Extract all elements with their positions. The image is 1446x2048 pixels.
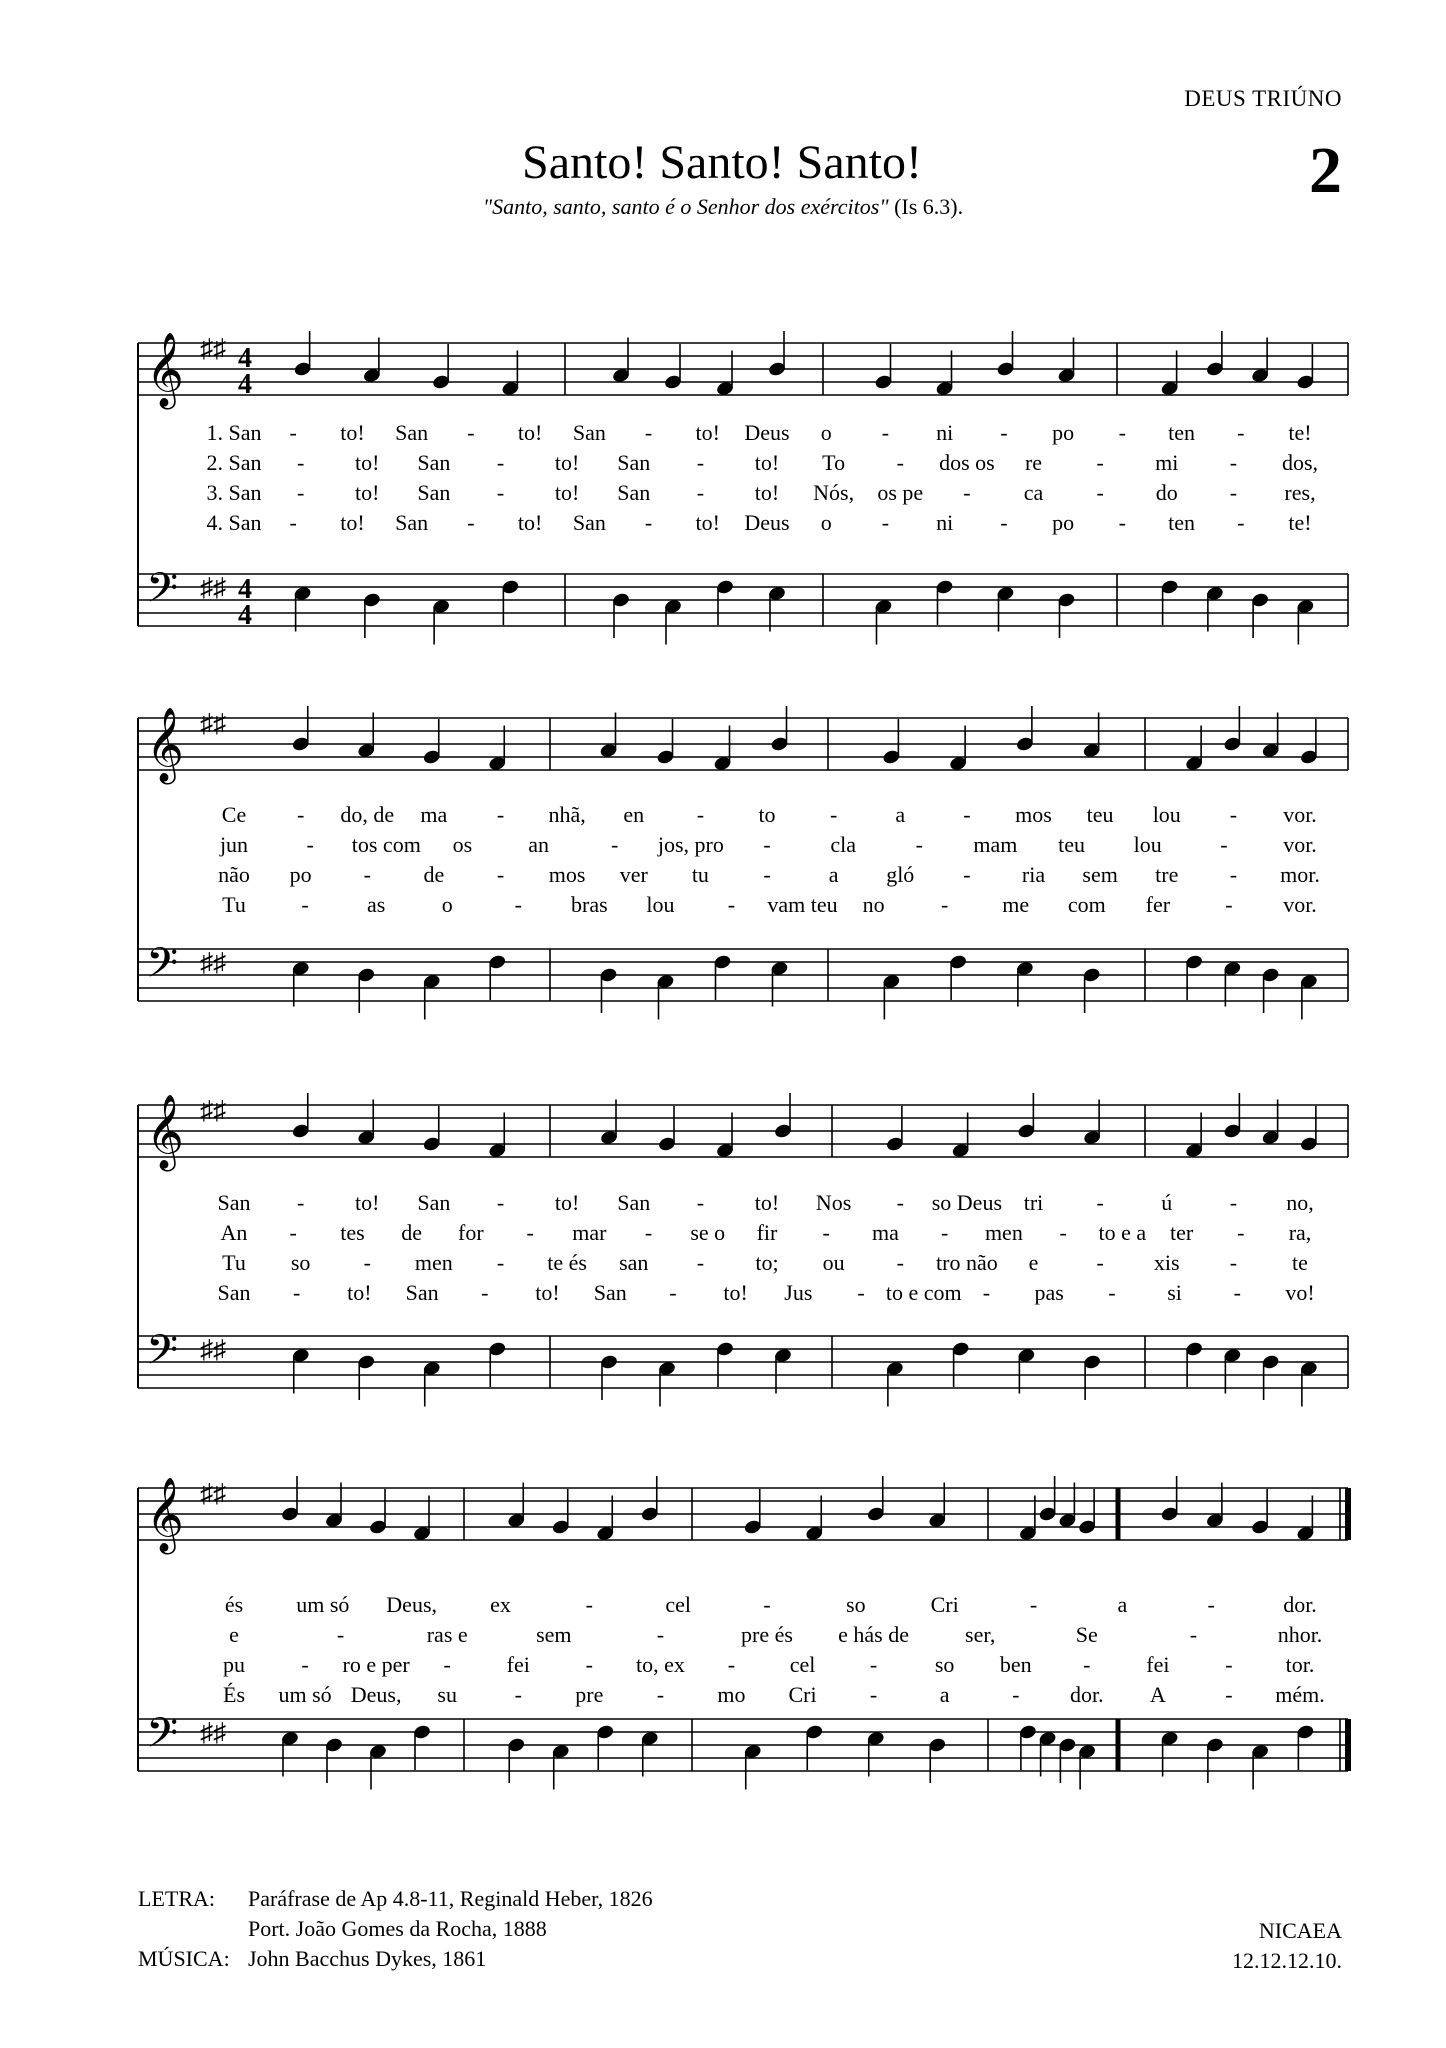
lyric-syllable: te! (1288, 510, 1312, 535)
lyric-syllable: - (296, 1190, 305, 1215)
lyric-syllable: tu (691, 862, 709, 887)
lyric-syllable: - (611, 832, 619, 857)
lyric-syllable: as (366, 892, 386, 917)
lyric-syllable: ma (871, 1220, 899, 1245)
lyric-syllable: ro e per (342, 1652, 410, 1677)
lyric-syllable: um só (296, 1592, 350, 1617)
lyric-syllable: - (869, 1652, 878, 1677)
lyric-syllable: mos (548, 862, 586, 887)
lyric-syllable: pre (575, 1682, 604, 1707)
lyric-syllable: - (1237, 510, 1245, 535)
lyric-syllable: - (296, 450, 305, 475)
lyric-syllable: tro não (936, 1250, 998, 1275)
hymn-number: 2 (1309, 134, 1342, 207)
lyric-syllable: - (1189, 1622, 1198, 1647)
lyric-syllable: o (820, 420, 832, 445)
lyric-syllable: to! (355, 450, 380, 475)
lyric-syllable: vam teu (767, 892, 838, 917)
lyric-syllable: Jus (784, 1280, 813, 1305)
sharp-icon: ♯♯ (200, 1335, 226, 1364)
lyric-syllable: - (1096, 480, 1104, 505)
lyric-syllable: Deus, (386, 1592, 438, 1617)
lyric-syllable: to! (754, 480, 780, 505)
lyric-syllable: - (1225, 1682, 1233, 1707)
lyric-syllable: - (585, 1652, 593, 1677)
lyric-syllable: ver (619, 862, 648, 887)
lyric-syllable: - (496, 862, 505, 887)
lyric-syllable: 2. San (206, 450, 262, 475)
lyric-syllable: San (417, 1190, 451, 1215)
lyric-syllable: - (727, 1652, 736, 1677)
lyric-syllable: - (941, 892, 949, 917)
lyric-syllable: - (1059, 1220, 1067, 1245)
time-signature: 4 (238, 369, 252, 400)
lyric-syllable: nhor. (1277, 1622, 1323, 1647)
lyric-syllable: Se (1075, 1622, 1098, 1647)
lyric-syllable: - (1220, 832, 1228, 857)
section-label: DEUS TRIÚNO (1184, 86, 1342, 111)
bass-clef-icon: 𝄢 (146, 564, 179, 622)
lyric-syllable: - (1237, 1220, 1245, 1245)
lyric-syllable: pre és (741, 1622, 793, 1647)
lyric-syllable: San (572, 510, 606, 535)
lyric-syllable: re (1024, 450, 1043, 475)
lyric-syllable: San (405, 1280, 439, 1305)
lyric-syllable: um só (278, 1682, 332, 1707)
lyric-syllable: to! (347, 1280, 372, 1305)
lyric-syllable: pas (1034, 1280, 1064, 1305)
lyric-syllable: dos, (1281, 450, 1319, 475)
lyric-syllable: - (296, 480, 305, 505)
lyric-syllable: - (644, 1220, 653, 1245)
lyric-syllable: mo (717, 1682, 746, 1707)
lyric-syllable: e hás de (838, 1622, 910, 1647)
time-signature: 4 (238, 574, 252, 605)
lyric-syllable: ex (490, 1592, 511, 1617)
lyric-syllable: - (696, 1190, 705, 1215)
lyric-syllable: És (223, 1682, 245, 1707)
lyric-syllable: mi (1155, 450, 1179, 475)
lyric-syllable: - (1083, 1652, 1091, 1677)
lyric-syllable: - (857, 1280, 865, 1305)
lyric-syllable: to! (355, 480, 380, 505)
lyric-syllable: - (585, 1592, 593, 1617)
lyric-syllable: a (828, 862, 839, 887)
lyric-syllable: - (1029, 1592, 1038, 1617)
sharp-icon: ♯♯ (200, 573, 226, 602)
lyric-syllable: - (881, 420, 890, 445)
lyric-syllable: - (467, 510, 475, 535)
lyric-syllable: to! (340, 510, 365, 535)
lyric-syllable: Cri (930, 1592, 959, 1617)
lyric-syllable: - (896, 1250, 904, 1275)
lyric-syllable: a (895, 802, 906, 827)
lyric-syllable: ma (420, 802, 448, 827)
sharp-icon: ♯♯ (200, 948, 226, 977)
lyric-syllable: fir (756, 1220, 778, 1245)
lyric-syllable: to! (535, 1280, 560, 1305)
lyric-syllable: to! (754, 1190, 780, 1215)
lyric-syllable: - (526, 1220, 534, 1245)
lyric-syllable: San (593, 1280, 627, 1305)
lyric-syllable: - (656, 1622, 665, 1647)
lyric-syllable: - (514, 892, 522, 917)
lyric-syllable: 4. San (206, 510, 262, 535)
letra-line-1: Paráfrase de Ap 4.8-11, Reginald Heber, 1826 (248, 1886, 653, 1911)
lyric-syllable: so Deus (931, 1190, 1003, 1215)
tune-name: NICAEA (1258, 1918, 1342, 1943)
lyric-syllable: - (301, 892, 309, 917)
bass-clef-icon: 𝄢 (146, 939, 179, 997)
lyric-syllable: men (984, 1220, 1023, 1245)
lyric-syllable: San (217, 1280, 251, 1305)
lyric-syllable: dor. (1069, 1682, 1104, 1707)
lyric-syllable: Deus, (350, 1682, 402, 1707)
lyric-syllable: San (617, 1190, 651, 1215)
lyric-syllable: xis (1153, 1250, 1180, 1275)
lyric-syllable: ria (1021, 862, 1046, 887)
lyric-syllable: gló (886, 862, 915, 887)
sharp-icon: ♯♯ (200, 1479, 226, 1508)
treble-clef-icon: 𝄞 (146, 333, 184, 407)
lyric-syllable: fei (1146, 1652, 1170, 1677)
lyric-syllable: - (1233, 1280, 1241, 1305)
hymn-title-text: Santo! Santo! Santo! (522, 136, 922, 189)
tune-info (1232, 1916, 1342, 1976)
lyric-syllable: - (644, 510, 653, 535)
lyric-syllable: an (528, 832, 549, 857)
lyric-syllable: mos (1015, 802, 1052, 827)
lyric-syllable: - (496, 480, 505, 505)
lyric-syllable: - (1096, 1250, 1104, 1275)
lyric-syllable: dos os (939, 450, 995, 475)
lyric-syllable: - (669, 1280, 677, 1305)
lyric-syllable: te (1292, 1250, 1308, 1275)
lyric-syllable: ra, (1288, 1220, 1312, 1245)
lyric-syllable: - (1229, 1250, 1238, 1275)
lyric-syllable: o (441, 892, 453, 917)
lyric-syllable: - (293, 1280, 301, 1305)
lyric-syllable: fei (506, 1652, 530, 1677)
lyric-syllable: vor. (1283, 802, 1317, 827)
lyric-syllable: - (363, 1250, 371, 1275)
lyric-syllable: a (1117, 1592, 1128, 1617)
lyric-syllable: to e a (1098, 1220, 1147, 1245)
lyric-syllable: no (862, 892, 885, 917)
lyric-syllable: - (727, 892, 736, 917)
lyric-syllable: San (395, 420, 429, 445)
lyric-syllable: - (1225, 1652, 1233, 1677)
lyric-syllable: ten (1168, 420, 1196, 445)
lyric-syllable: to (758, 802, 776, 827)
lyric-syllable: - (496, 450, 505, 475)
lyric-syllable: - (869, 1682, 878, 1707)
lyric-syllable: te! (1288, 420, 1312, 445)
lyric-syllable: sem (1082, 862, 1118, 887)
lyric-syllable: po (1052, 420, 1075, 445)
lyric-syllable: - (363, 862, 371, 887)
lyric-syllable: nhã, (548, 802, 586, 827)
lyric-syllable: - (467, 420, 475, 445)
credits (138, 1884, 653, 1974)
lyric-syllable: sem (536, 1622, 572, 1647)
treble-clef-icon: 𝄞 (146, 1095, 184, 1169)
lyric-syllable: - (496, 802, 505, 827)
lyric-syllable: - (1012, 1682, 1020, 1707)
lyric-syllable: so (846, 1592, 866, 1617)
lyric-syllable: a (939, 1682, 950, 1707)
lyric-syllable: for (458, 1220, 484, 1245)
bass-clef-icon: 𝄢 (146, 1326, 179, 1384)
treble-clef-icon: 𝄞 (146, 1478, 184, 1552)
sharp-icon: ♯♯ (200, 1096, 226, 1125)
lyric-syllable: se o (690, 1220, 726, 1245)
lyric-syllable: ben (999, 1652, 1032, 1677)
lyric-syllable: en (623, 802, 645, 827)
lyric-syllable: - (1207, 1592, 1215, 1617)
lyric-syllable: si (1167, 1280, 1182, 1305)
lyric-syllable: - (1096, 1190, 1104, 1215)
time-signature: 4 (238, 343, 252, 374)
lyric-syllable: - (306, 832, 314, 857)
lyric-syllable: tor. (1285, 1652, 1315, 1677)
epigraph-reference: (Is 6.3). (894, 194, 964, 219)
sharp-icon: ♯♯ (200, 1718, 226, 1747)
lyric-syllable: mém. (1275, 1682, 1325, 1707)
lyric-syllable: ni (936, 420, 954, 445)
lyric-syllable: teu (1058, 832, 1086, 857)
lyric-syllable: San (617, 450, 651, 475)
lyric-syllable: de (401, 1220, 423, 1245)
musica-label: MÚSICA: (138, 1946, 230, 1971)
lyric-syllable: to! (695, 420, 721, 445)
lyric-syllable: to! (554, 480, 580, 505)
lyric-syllable: Tu (222, 892, 246, 917)
lyric-syllable: - (1229, 480, 1238, 505)
lyric-syllable: San (217, 1190, 251, 1215)
lyric-syllable: com (1067, 892, 1106, 917)
lyric-syllable: men (414, 1250, 453, 1275)
lyric-syllable: San (395, 510, 429, 535)
lyric-syllable: - (496, 1250, 505, 1275)
lyric-syllable: lou (1133, 832, 1162, 857)
lyric-syllable: - (1000, 420, 1008, 445)
lyric-syllable: - (1229, 862, 1238, 887)
lyric-syllable: - (963, 862, 971, 887)
lyric-syllable: to e com (885, 1280, 962, 1305)
lyric-syllable: tri (1023, 1190, 1044, 1215)
lyric-syllable: - (696, 480, 705, 505)
lyric-syllable: tre (1155, 862, 1179, 887)
lyric-syllable: ter (1169, 1220, 1194, 1245)
lyric-syllable: to! (695, 510, 721, 535)
lyric-syllable: - (829, 802, 838, 827)
lyric-syllable: - (696, 450, 705, 475)
treble-clef-icon: 𝄞 (146, 708, 184, 782)
lyric-syllable: to! (517, 510, 543, 535)
lyric-syllable: - (763, 832, 771, 857)
lyric-syllable: do, de (340, 802, 395, 827)
lyric-syllable: to! (554, 1190, 580, 1215)
lyric-syllable: - (296, 802, 305, 827)
lyric-syllable: - (982, 1280, 991, 1305)
lyric-syllable: ser, (965, 1622, 996, 1647)
lyric-syllable: san (619, 1250, 649, 1275)
lyric-syllable: ca (1023, 480, 1044, 505)
lyric-syllable: Cri (788, 1682, 817, 1707)
lyric-syllable: - (289, 510, 297, 535)
lyric-syllable: - (1237, 420, 1245, 445)
lyric-syllable: lou (1152, 802, 1181, 827)
lyric-syllable: tos com (351, 832, 421, 857)
lyric-syllable: - (1229, 802, 1238, 827)
lyric-syllable: - (301, 1652, 309, 1677)
lyric-syllable: o (820, 510, 832, 535)
lyric-syllable: - (289, 1220, 297, 1245)
lyric-syllable: ú (1161, 1190, 1173, 1215)
lyric-syllable: jun (219, 832, 249, 857)
lyric-syllable: e (229, 1622, 239, 1647)
lyric-syllable: 1. San (206, 420, 262, 445)
sharp-icon: ♯♯ (200, 709, 226, 738)
lyric-syllable: pu (223, 1652, 245, 1677)
lyric-syllable: An (220, 1220, 248, 1245)
lyric-syllable: - (696, 1250, 705, 1275)
lyric-syllable: po (289, 862, 312, 887)
lyric-syllable: Nos (815, 1190, 852, 1215)
lyric-syllable: mor. (1280, 862, 1320, 887)
lyric-syllable: no, (1286, 1190, 1314, 1215)
lyric-syllable: vor. (1283, 892, 1317, 917)
lyric-syllable: bras (571, 892, 608, 917)
lyric-syllable: mam (973, 832, 1018, 857)
meter: 12.12.12.10. (1232, 1948, 1342, 1973)
lyric-syllable: to! (554, 450, 580, 475)
lyric-syllable: vo! (1285, 1280, 1315, 1305)
lyric-syllable: to! (723, 1280, 748, 1305)
lyric-syllable: to! (355, 1190, 380, 1215)
letra-label: LETRA: (138, 1886, 215, 1911)
lyric-syllable: to! (754, 450, 780, 475)
lyric-syllable: - (514, 1682, 522, 1707)
lyric-syllable: os pe (877, 480, 924, 505)
lyric-syllable: dor. (1283, 1592, 1317, 1617)
lyric-syllable: - (963, 802, 971, 827)
letra-line-2: Port. João Gomes da Rocha, 1888 (248, 1916, 547, 1941)
lyric-syllable: To (822, 450, 846, 475)
lyric-syllable: so (934, 1652, 955, 1677)
lyric-syllable: - (1118, 420, 1126, 445)
lyric-syllable: - (896, 450, 904, 475)
lyric-syllable: - (1118, 510, 1126, 535)
lyric-syllable: - (915, 832, 923, 857)
lyric-syllable: te és (547, 1250, 587, 1275)
lyric-syllable: to! (517, 420, 543, 445)
lyric-syllable: e (1028, 1250, 1039, 1275)
lyric-syllable: jos, pro (657, 832, 724, 857)
lyric-syllable: ras e (426, 1622, 468, 1647)
lyric-syllable: de (423, 862, 445, 887)
lyric-syllable: do (1155, 480, 1178, 505)
lyric-syllable: cel (789, 1652, 816, 1677)
lyric-syllable: to, ex (635, 1652, 685, 1677)
lyric-syllable: - (696, 802, 705, 827)
lyric-syllable: - (1225, 892, 1233, 917)
musica-line: John Bacchus Dykes, 1861 (248, 1946, 487, 1971)
sharp-icon: ♯♯ (200, 334, 226, 363)
lyric-syllable: - (1108, 1280, 1116, 1305)
lyric-syllable: so (290, 1250, 311, 1275)
lyric-syllable: - (481, 1280, 489, 1305)
lyric-syllable: teu (1086, 802, 1114, 827)
lyric-syllable: - (496, 1190, 505, 1215)
lyric-syllable: Ce (221, 802, 247, 827)
lyric-syllable: San (417, 450, 451, 475)
lyric-syllable: - (289, 420, 297, 445)
lyric-syllable: ten (1168, 510, 1196, 535)
lyric-syllable: cla (830, 832, 856, 857)
lyric-syllable: - (881, 510, 890, 535)
lyric-syllable: San (572, 420, 606, 445)
lyric-syllable: - (336, 1622, 345, 1647)
lyric-syllable: os (452, 832, 473, 857)
lyric-syllable: ni (936, 510, 954, 535)
time-signature: 4 (238, 600, 252, 631)
lyric-syllable: - (763, 862, 771, 887)
lyric-syllable: - (443, 1652, 451, 1677)
lyric-syllable: po (1052, 510, 1075, 535)
lyric-syllable: - (896, 1190, 904, 1215)
epigraph-quote: "Santo, santo, santo é o Senhor dos exércitos" (482, 194, 889, 219)
lyric-syllable: res, (1284, 480, 1316, 505)
lyric-syllable: to; (755, 1250, 779, 1275)
lyric-syllable: - (1229, 450, 1238, 475)
lyric-syllable: mar (572, 1220, 607, 1245)
lyric-syllable: - (1000, 510, 1008, 535)
lyric-syllable: - (763, 1592, 771, 1617)
lyric-syllable: - (963, 480, 971, 505)
lyric-syllable: to! (340, 420, 365, 445)
lyric-syllable: San (617, 480, 651, 505)
lyric-syllable: me (1002, 892, 1030, 917)
lyric-syllable: lou (646, 892, 675, 917)
lyric-syllable: su (437, 1682, 457, 1707)
bass-clef-icon: 𝄢 (146, 1709, 179, 1767)
lyric-syllable: não (218, 862, 250, 887)
lyric-syllable: és (224, 1592, 244, 1617)
lyric-syllable: - (1229, 1190, 1238, 1215)
lyric-syllable: - (941, 1220, 949, 1245)
lyric-syllable: cel (665, 1592, 691, 1617)
lyric-syllable: Deus (744, 420, 790, 445)
lyric-syllable: San (417, 480, 451, 505)
lyric-syllable: vor. (1283, 832, 1317, 857)
lyric-syllable: ou (822, 1250, 845, 1275)
lyric-syllable: fer (1145, 892, 1171, 917)
lyric-syllable: - (644, 420, 653, 445)
lyric-syllable: tes (340, 1220, 365, 1245)
lyric-syllable: - (1096, 450, 1104, 475)
lyric-syllable: - (656, 1682, 665, 1707)
lyric-syllable: Deus (744, 510, 790, 535)
lyric-syllable: A (1149, 1682, 1166, 1707)
lyric-syllable: 3. San (206, 480, 262, 505)
lyric-syllable: Nós, (813, 480, 855, 505)
lyric-syllable: Tu (222, 1250, 246, 1275)
lyric-syllable: - (822, 1220, 830, 1245)
